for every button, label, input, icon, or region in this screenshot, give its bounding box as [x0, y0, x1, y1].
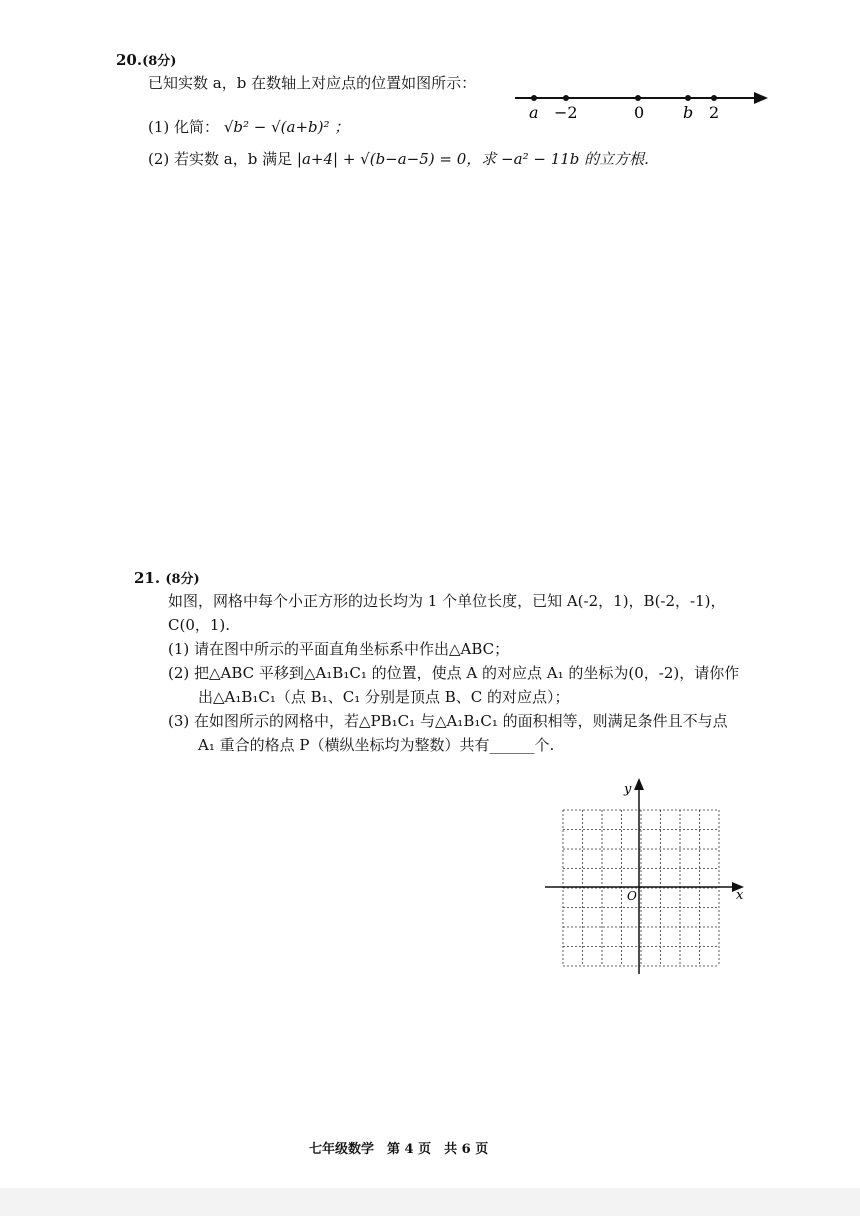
x-axis-label: x [736, 888, 744, 903]
label-0: 0 [634, 103, 645, 122]
q20-part1-expression: √b² − √(a+b)² ； [223, 118, 350, 136]
number-line [510, 86, 780, 126]
scan-bottom-edge [0, 1188, 860, 1216]
origin-label: O [627, 889, 637, 903]
label-b: b [683, 103, 694, 122]
q21-part1: (1) 请在图中所示的平面直角坐标系中作出△ABC； [168, 640, 510, 658]
y-axis-arrow [634, 778, 644, 790]
q21-part3-line2: A₁ 重合的格点 P（横纵坐标均为整数）共有______个. [198, 736, 555, 754]
q21-part2-line1: (2) 把△ABC 平移到△A₁B₁C₁ 的位置，使点 A 的对应点 A₁ 的坐标为(0，-2)，请你作 [168, 664, 740, 682]
label-minus-2: −2 [554, 103, 578, 122]
label-2: 2 [709, 103, 720, 122]
q21-number: 21. (8分) [134, 569, 200, 587]
q20-part2: (2) 若实数 a，b 满足 |a+4| + √(b−a−5) = 0，求 −a² − 11b 的立方根. [148, 150, 649, 168]
number-line-arrow [754, 92, 768, 104]
point-b [685, 95, 691, 101]
q21-part3-line1: (3) 在如图所示的网格中，若△PB₁C₁ 与△A₁B₁C₁ 的面积相等，则满足条件且不与点 [168, 712, 728, 730]
q21-part2-line2: 出△A₁B₁C₁（点 B₁、C₁ 分别是顶点 B、C 的对应点）； [198, 688, 570, 706]
y-axis-label: y [624, 782, 632, 797]
q20-number: 20.(8分) [116, 51, 177, 69]
q21-line1: 如图，网格中每个小正方形的边长均为 1 个单位长度，已知 A(-2，1)，B(-2，-1)， [168, 592, 726, 610]
q20-part2-expression: |a+4| + √(b−a−5) = 0，求 −a² − 11b 的立方根. [296, 150, 649, 168]
point-0 [635, 95, 641, 101]
point-2 [711, 95, 717, 101]
label-a: a [529, 103, 539, 122]
q20-intro: 已知实数 a，b 在数轴上对应点的位置如图所示： [148, 74, 477, 92]
page-footer: 七年级数学 第 4 页 共 6 页 [309, 1142, 489, 1157]
q20-part1: (1) 化简： √b² − √(a+b)² ； [148, 118, 350, 136]
point-minus-2 [563, 95, 569, 101]
coordinate-grid [540, 776, 760, 986]
q21-line2: C(0，1). [168, 616, 231, 634]
point-a [531, 95, 537, 101]
